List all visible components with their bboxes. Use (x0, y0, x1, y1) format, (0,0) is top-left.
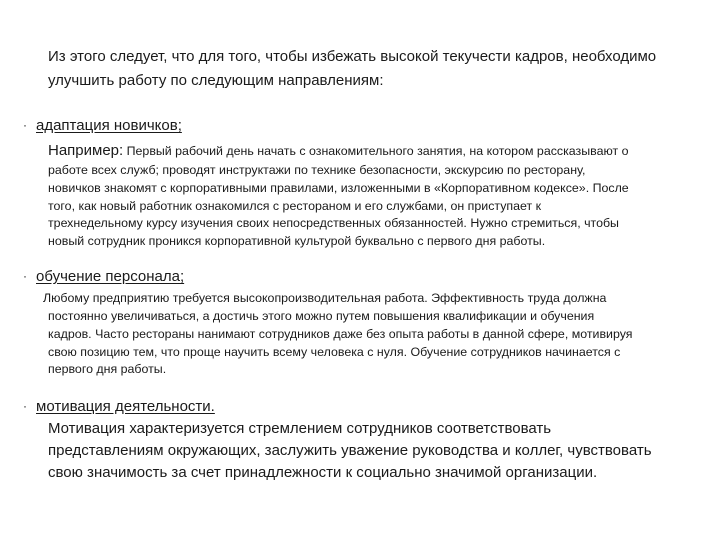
intro-line-2: улучшить работу по следующим направлениям: (48, 72, 384, 89)
section-2-line-3: кадров. Часто рестораны нанимают сотрудников даже без опыта работы в данной сфере, мотивируя (48, 327, 633, 341)
section-1-line-1: Например: Первый рабочий день начать с ознакомительного занятия, на котором рассказывают о (48, 142, 629, 159)
section-1-line-5: трехнедельному курсу изучения своих непосредственных обязанностей. Нужно стремиться, чтобы (48, 216, 619, 230)
bullet-2: · (23, 269, 27, 283)
section-3-line-1: Мотивация характеризуется стремлением сотрудников соответствовать (48, 420, 552, 437)
section-3-heading: мотивация деятельности. (36, 398, 215, 415)
section-2-line-5: первого дня работы. (48, 362, 167, 376)
section-1-line-3: новичков знакомят с корпоративными правилами, изложенными в «Корпоративном кодексе». После (48, 181, 629, 195)
section-3-line-3: свою значимость за счет принадлежности к социально значимой организации. (48, 464, 598, 481)
section-2-heading: обучение персонала; (36, 268, 185, 285)
section-1-line-4: того, как новый работник ознакомился с рестораном и его службами, он приступает к (48, 199, 542, 213)
bullet-1: · (23, 118, 27, 132)
section-1-line-2: работе всех служб; проводят инструктажи по технике безопасности, экскурсию по ресторану, (48, 163, 586, 177)
bullet-3: · (23, 399, 27, 413)
section-1-heading: адаптация новичков; (36, 117, 182, 134)
section-1-line-6: новый сотрудник проникся корпоративной культурой буквально с первого дня работы. (48, 234, 546, 248)
section-1-lead: Например: (48, 142, 124, 159)
intro-line-1: Из этого следует, что для того, чтобы избежать высокой текучести кадров, необходимо (48, 48, 657, 65)
section-2-line-4: свою позицию тем, что проще научить всему человека с нуля. Обучение сотрудников начинается с (48, 345, 621, 359)
section-2-line-1: Любому предприятию требуется высокопроизводительная работа. Эффективность труда должна (43, 291, 607, 305)
section-2-line-2: постоянно увеличиваться, а достичь этого можно путем повышения квалификации и обучения (48, 309, 595, 323)
section-3-line-2: представлениям окружающих, заслужить уважение руководства и коллег, чувствовать (48, 442, 652, 459)
